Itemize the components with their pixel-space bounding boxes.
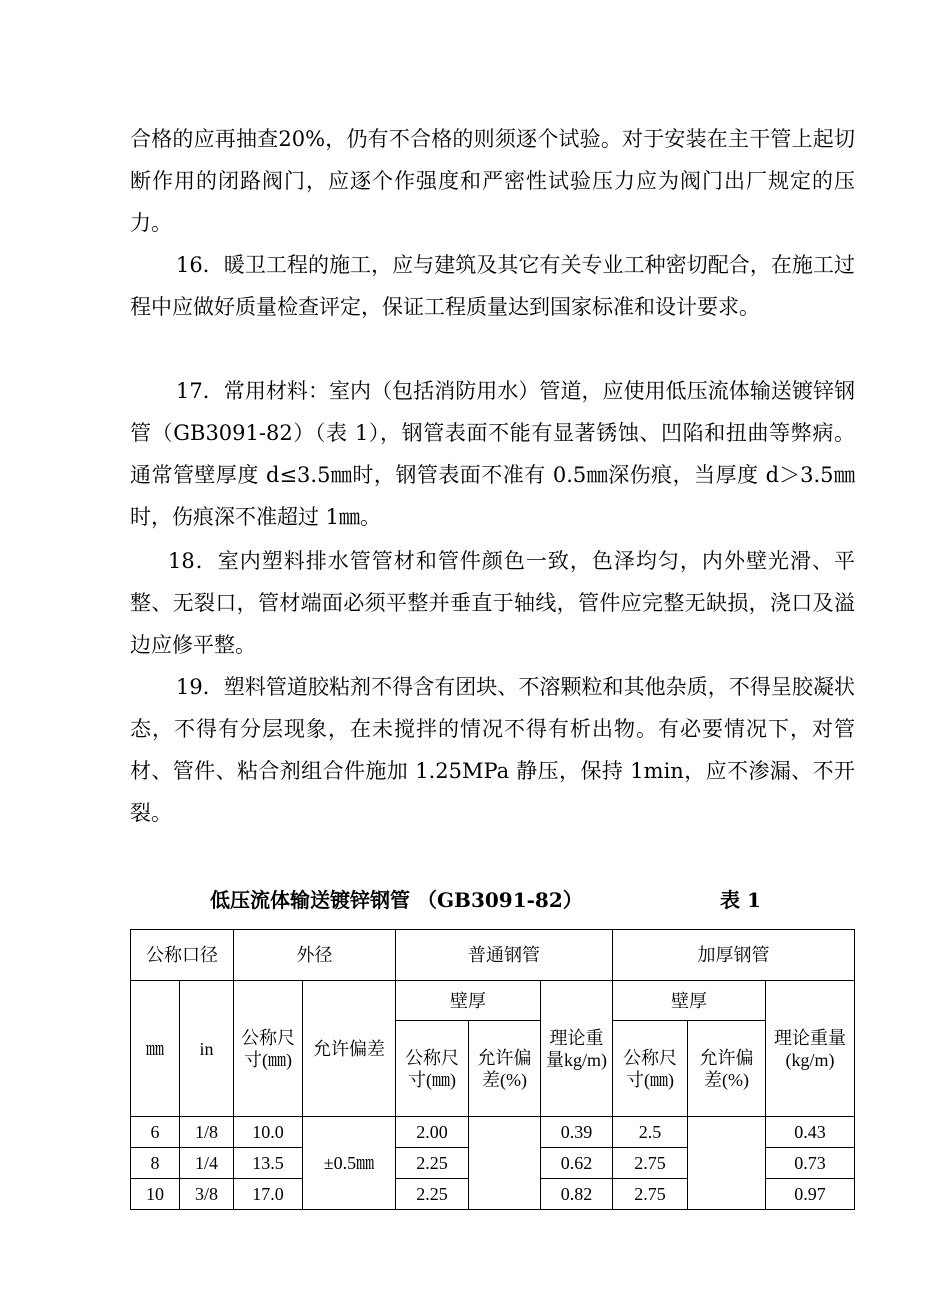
table-caption-number: 表 1 (720, 888, 761, 912)
header-wall-tolerance-normal: 允许偏差(%) (469, 1021, 541, 1117)
cell-weight-thick: 0.43 (766, 1117, 855, 1148)
header-wall-thickness-thick: 壁厚 (613, 981, 766, 1021)
header-nominal-diameter: 公称口径 (131, 930, 234, 981)
header-weight-normal: 理论重量kg/m) (541, 981, 613, 1117)
paragraph-item-18: 18．室内塑料排水管管材和管件颜色一致，色泽均匀，内外壁光滑、平整、无裂口，管材端面必须平整并垂直于轴线，管件应完整无缺损，浇口及溢边应修平整。 (130, 549, 855, 657)
paragraph-item-16: 16．暖卫工程的施工，应与建筑及其它有关专业工种密切配合，在施工过程中应做好质量检查评定，保证工程质量达到国家标准和设计要求。 (130, 253, 855, 319)
table-header-row-2 (131, 981, 855, 1021)
header-wall-thickness-normal: 壁厚 (396, 981, 541, 1021)
paragraph-item-17: 17．常用材料：室内（包括消防用水）管道，应使用低压流体输送镀锌钢管（GB3091-82）（表 1），钢管表面不能有显著锈蚀、凹陷和扭曲等弊病。通常管壁厚度 d≤3.5㎜时，钢管表面不准有 0.5㎜深伤痕，当厚度 d＞3.5㎜时，伤痕深不准超过 1㎜。 (130, 379, 855, 529)
cell-mm: 6 (131, 1117, 180, 1148)
header-wall-nominal-normal: 公称尺寸(㎜) (396, 1021, 469, 1117)
cell-weight-thick: 0.97 (766, 1179, 855, 1210)
cell-in: 1/8 (180, 1117, 234, 1148)
cell-weight-thick: 0.73 (766, 1148, 855, 1179)
cell-wall-tolerance-normal (469, 1117, 541, 1210)
cell-weight-normal: 0.62 (541, 1148, 613, 1179)
cell-wall-thick: 2.75 (613, 1179, 688, 1210)
header-outer-diameter: 外径 (234, 930, 396, 981)
header-od-tolerance: 允许偏差 (303, 981, 396, 1117)
table-row (131, 1117, 855, 1148)
cell-od: 10.0 (234, 1117, 303, 1148)
pipe-spec-table (130, 929, 855, 1210)
cell-wall-normal: 2.25 (396, 1179, 469, 1210)
header-od-nominal: 公称尺寸(㎜) (234, 981, 303, 1117)
cell-od-tolerance: ±0.5㎜ (303, 1117, 396, 1210)
cell-od: 17.0 (234, 1179, 303, 1210)
paragraph-item-19: 19．塑料管道胶粘剂不得含有团块、不溶颗粒和其他杂质，不得呈胶凝状态，不得有分层现象，在未搅拌的情况不得有析出物。有必要情况下，对管材、管件、粘合剂组合件施加 1.25MPa 静压，保持 1min，应不渗漏、不开裂。 (130, 675, 855, 825)
table-header-row-1 (131, 930, 855, 981)
header-normal-pipe: 普通钢管 (396, 930, 613, 981)
cell-mm: 10 (131, 1179, 180, 1210)
header-in: in (180, 981, 234, 1117)
cell-in: 1/4 (180, 1148, 234, 1179)
header-weight-thick: 理论重量(kg/m) (766, 981, 855, 1117)
paragraph-continuation: 合格的应再抽查20%，仍有不合格的则须逐个试验。对于安装在主干管上起切断作用的闭路阀门，应逐个作强度和严密性试验压力应为阀门出厂规定的压力。 (130, 127, 855, 235)
cell-wall-normal: 2.00 (396, 1117, 469, 1148)
cell-wall-thick: 2.75 (613, 1148, 688, 1179)
cell-weight-normal: 0.39 (541, 1117, 613, 1148)
cell-od: 13.5 (234, 1148, 303, 1179)
header-mm: ㎜ (131, 981, 180, 1117)
header-wall-nominal-thick: 公称尺寸(㎜) (613, 1021, 688, 1117)
cell-wall-thick: 2.5 (613, 1117, 688, 1148)
header-thick-pipe: 加厚钢管 (613, 930, 855, 981)
cell-wall-normal: 2.25 (396, 1148, 469, 1179)
table-caption-title: 低压流体输送镀锌钢管 （GB3091-82） (210, 888, 583, 912)
cell-weight-normal: 0.82 (541, 1179, 613, 1210)
cell-wall-tolerance-thick (688, 1117, 766, 1210)
cell-in: 3/8 (180, 1179, 234, 1210)
header-wall-tolerance-thick: 允许偏差(%) (688, 1021, 766, 1117)
cell-mm: 8 (131, 1148, 180, 1179)
